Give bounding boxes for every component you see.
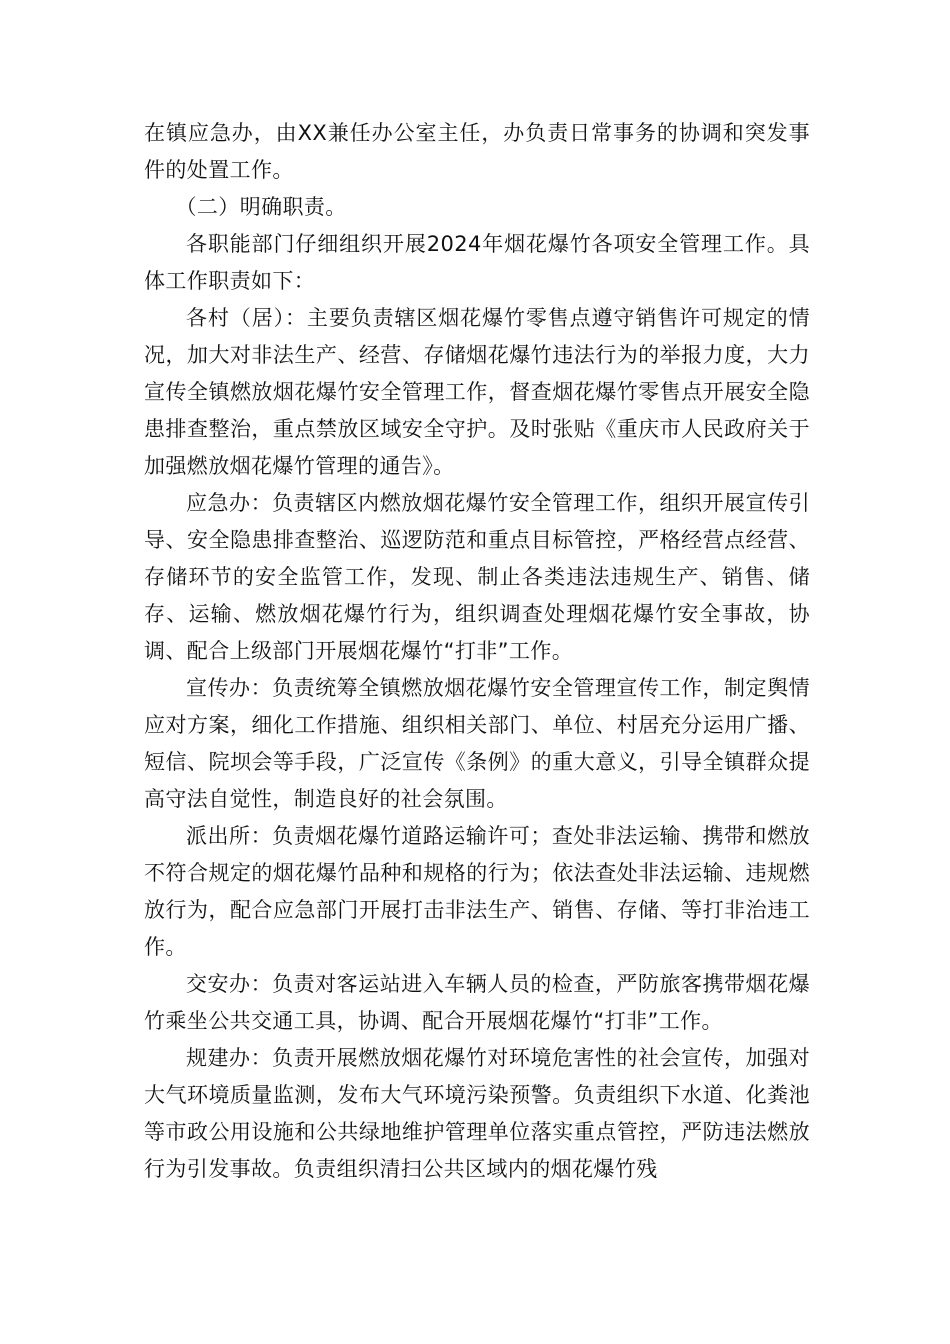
paragraph-police-station: 派出所：负责烟花爆竹道路运输许可；查处非法运输、携带和燃放不符合规定的烟花爆竹品种和规格的行为；依法查处非法运输、违规燃放行为，配合应急部门开展打击非法生产、销售、存储、等打非治违工作。 xyxy=(144,824,810,959)
paragraph-continuation: 在镇应急办，由XX兼任办公室主任，办负责日常事务的协调和突发事件的处置工作。 xyxy=(144,121,810,182)
paragraph-emergency-office: 应急办：负责辖区内燃放烟花爆竹安全管理工作，组织开展宣传引导、安全隐患排查整治、巡逻防范和重点目标管控，严格经营点经营、存储环节的安全监管工作，发现、制止各类违法违规生产、销售、储存、运输、燃放烟花爆竹行为，组织调查处理烟花爆竹安全事故，协调、配合上级部门开展烟花爆竹“打非”工作。 xyxy=(144,491,810,663)
paragraph-publicity-office: 宣传办：负责统筹全镇燃放烟花爆竹安全管理宣传工作，制定舆情应对方案，细化工作措施、组织相关部门、单位、村居充分运用广播、短信、院坝会等手段，广泛宣传《条例》的重大意义，引导全镇群众提高守法自觉性，制造良好的社会氛围。 xyxy=(144,676,810,811)
section-heading-clarify-duties: （二）明确职责。 xyxy=(175,195,347,219)
document-body xyxy=(144,115,810,1188)
paragraph-traffic-office: 交安办：负责对客运站进入车辆人员的检查，严防旅客携带烟花爆竹乘坐公共交通工具，协调、配合开展烟花爆竹“打非”工作。 xyxy=(144,972,810,1033)
paragraph-planning-office: 规建办：负责开展燃放烟花爆竹对环境危害性的社会宣传，加强对大气环境质量监测，发布大气环境污染预警。负责组织下水道、化粪池等市政公用设施和公共绿地维护管理单位落实重点管控，严防违法燃放行为引发事故。负责组织清扫公共区域内的烟花爆竹残 xyxy=(144,1046,810,1181)
paragraph-villages: 各村（居）：主要负责辖区烟花爆竹零售点遵守销售许可规定的情况，加大对非法生产、经营、存储烟花爆竹违法行为的举报力度，大力宣传全镇燃放烟花爆竹安全管理工作，督查烟花爆竹零售点开展安全隐患排查整治，重点禁放区域安全守护。及时张贴《重庆市人民政府关于加强燃放烟花爆竹管理的通告》。 xyxy=(144,306,810,478)
paragraph-intro: 各职能部门仔细组织开展2024年烟花爆竹各项安全管理工作。具体工作职责如下： xyxy=(144,232,810,293)
